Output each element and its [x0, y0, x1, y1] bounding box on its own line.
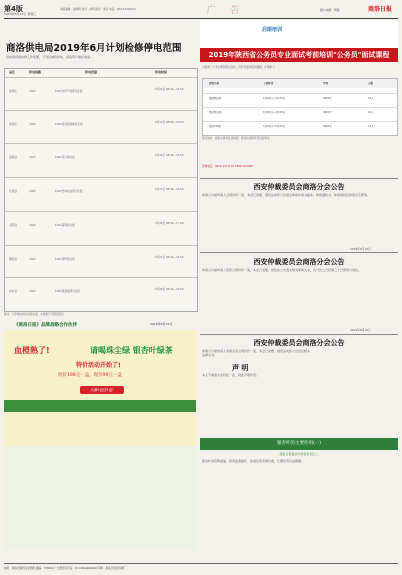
- header-rule: [4, 18, 398, 19]
- announcement-date: 2019年6月19日: [350, 247, 371, 251]
- ad-green-strip: [4, 400, 196, 412]
- ad-section-label: 广 告: [206, 6, 246, 16]
- announcement-body: 申请人与被申请人合同纠纷一案，本会已受理，现依法向你公告送达仲裁申请书副本、仲裁通知书、仲裁规则及仲裁员名册等。: [202, 193, 371, 197]
- training-table-row: 面试VIP班 6月22日—6月30日 9800元 10人: [203, 121, 397, 131]
- announcement-body: 申请人与被申请人房屋买卖合同纠纷一案，本会已受理，现依法向你公告送达相关法律文书。: [202, 349, 311, 357]
- table-row: 商州区 10kV 10kV夜村线杨峪河支线 6月23日 08:00—19:00: [5, 110, 197, 144]
- ad-headline-product: 请喝珠尘绿 银杏叶绿茶: [90, 346, 173, 355]
- page-footer: 地址：商洛市商州区北新街 邮编：726000 广告经营许可证：6110004000048 印刷：商洛日报社印刷厂: [4, 563, 398, 570]
- declaration-title: 声 明: [232, 364, 249, 372]
- table-row: 镇安县 10kV 10kV茅坪线支线 6月27日 08:00—18:00: [5, 245, 197, 278]
- table-row: 山阳县 10kV 10kV高坝线全线 6月26日 08:00—17:00: [5, 211, 197, 246]
- ad-promo-button[interactable]: 买满5盒送1盒!: [80, 386, 124, 394]
- ad-special-offer: 特价活动开始了!: [76, 362, 121, 369]
- section-divider: [200, 252, 398, 253]
- issue-date: 2019年6月19日 星期三: [4, 12, 37, 16]
- outage-title: 商洛供电局2019年6月计划检修停电范围: [6, 43, 182, 54]
- section-divider: [200, 334, 398, 335]
- outage-subtitle: 因电网设备检修工作需要，下列区域将停电，请各用户做好准备。: [6, 55, 94, 59]
- table-row: 商州区 10kV 10kV沙河子线部分区段 6月22日 08:00—18:00: [5, 77, 197, 111]
- outage-date: 2019年6月19日: [150, 322, 173, 326]
- training-table: [202, 78, 398, 136]
- table-header-county: 县区: [9, 70, 16, 74]
- training-contact: 咨询电话：0914-2311116 18991418899: [202, 165, 253, 168]
- table-row: 丹凤县 10kV 10kV竹林关线部分区段 6月25日 08:30—18:00: [5, 177, 197, 212]
- training-logo: 启限培训: [262, 27, 283, 33]
- ginkgo-article-body: 银杏叶具有降血脂、改善血液循环、抗氧化等多种功效，长期饮用有益健康。: [202, 459, 305, 463]
- table-header-range: 停电范围: [85, 70, 98, 74]
- editor-info: 本版编辑：孙晓莉 校对：冉明 版式：刘丹 电话：029-87626015: [60, 8, 136, 11]
- table-row: 洛南县 10kV 10kV灵口线全线 6月24日 08:00—18:00: [5, 143, 197, 178]
- page-number: 第4版: [4, 5, 23, 13]
- announcement-date: 2019年6月19日: [350, 328, 371, 332]
- announcement-title: 西安仲裁委员会商洛分会公告: [253, 183, 345, 191]
- training-table-row: 面试协议班 6月20日—6月30日 6800元 20人: [203, 107, 397, 117]
- outage-note: 备注：1.停电时间以实际为准；2.如遇天气原因顺延。: [4, 313, 67, 316]
- announcement-title: 西安仲裁委员会商洛分会公告: [253, 258, 345, 266]
- table-row: 柞水县 10kV 10kV营盘线部分区段 6月28日 08:00—19:00: [5, 277, 197, 311]
- table-header-line: 停电线路: [29, 70, 42, 74]
- product-photo-area: [4, 446, 196, 550]
- training-table-row: 面试精品班 6月20日—6月26日 3800元 30人: [203, 93, 397, 103]
- ad-headline: 血橙熟了!: [14, 346, 50, 355]
- training-table-header: 课程名称 上课时间 学费 人数: [203, 79, 397, 88]
- ginkgo-article-subtitle: 商洛日报银杏叶绿茶系列之二: [279, 452, 319, 456]
- outage-table: [4, 68, 198, 312]
- ad-price: 原价198元一盒，现价99元一盒: [58, 373, 122, 378]
- training-intro: 为帮助广大考生顺利通过面试，特开设面试培训课程，详情如下：: [202, 66, 278, 69]
- newspaper-logo: 商洛日报: [368, 6, 393, 13]
- ad-brand-partner: 《商洛日报》品牌战略合作伙伴: [14, 323, 77, 328]
- ginkgo-article-title: 银杏叶的主要作用(一): [200, 438, 398, 450]
- declaration-body: 本人不慎遗失身份证一张，特此声明作废。: [202, 373, 260, 377]
- training-notes: 报名地址：商洛市商州区北新街。报名时请携带身份证原件。: [202, 137, 273, 140]
- section-divider: [200, 178, 398, 179]
- header-right-info: 图片来源：网络: [320, 8, 340, 12]
- table-header-time: 停电时间: [155, 70, 168, 74]
- announcement-title: 西安仲裁委员会商洛分会公告: [253, 339, 345, 347]
- announcement-body: 申请人与被申请人借款合同纠纷一案，本会已受理，现依法公告送达相关仲裁文书，自公告之日起满三十日即视为送达。: [202, 268, 362, 272]
- training-title: 2019年陕西省公务员专业面试考前培训"公务员"面试课程: [200, 48, 398, 62]
